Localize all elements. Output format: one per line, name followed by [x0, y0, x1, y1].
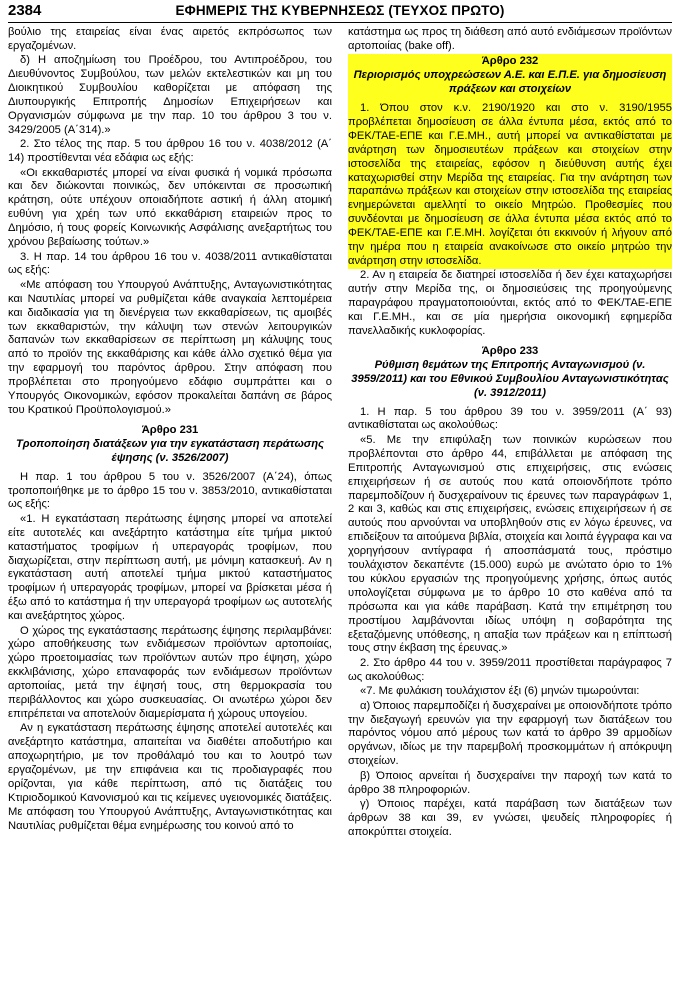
paragraph: «1. Η εγκατάσταση περάτωσης έψησης μπορεί να αποτελεί είτε αυτοτελές και ανεξάρτητο κατάστημα είτε τμήμα μικτού καταστήματος τροφίμων ή υπεραγοράς τροφίμων, που διαχωρίζεται, στην περίπτωση αυτή, με μόνιμη κατασκευή. Αν η εγκατάσταση αυτή αποτελεί τμήμα μικτού καταστήματος τροφίμων ή υπεραγοράς τροφίμων, μπορεί να βρίσκεται μέσα ή έξω από το κατάστημα ή την υπεραγορά τροφίμων ως αυτοτελής και ανεξάρτητος χώρος. — [8, 512, 332, 623]
article-233-subtitle: Ρύθμιση θεμάτων της Επιτροπής Ανταγωνισμού (ν. 3959/2011) και του Εθνικού Συμβουλίου Ανταγωνιστικότητας (ν. 3912/2011) — [351, 358, 669, 399]
paragraph: 1. Όπου στον κ.ν. 2190/1920 και στο ν. 3190/1955 προβλέπεται δημοσίευση σε άλλα έντυπα μέσα, εκτός από το ΦΕΚ/ΤΑΕ-ΕΠΕ και Γ.Ε.ΜΗ., αυτή μπορεί να αντικαθίσταται με ανάρτηση των δημοσιευτέων πράξεων και στοιχείων στην ιστοσελίδα της εταιρείας, εφόσον η διεύθυνση αυτής έχει καταχωρισθεί στην Μερίδα της εταιρείας. Για την ανάρτηση των παραπάνω πράξεων και στοιχείων στην ιστοσελίδα της εταιρείας ενημερώνεται αμελλητί το οικείο Μητρώο. Προθεσμίες που συνδέονται με δημοσίευση σε άλλα έντυπα μέσα εκτός από το ΦΕΚ/ΤΑΕ-ΕΠΕ και Γ.Ε.ΜΗ. λογίζεται ότι εκκινούν ή λήγουν από την ημέρα που η εταιρεία ανακοίνωσε στο οικείο μητρώο την ανάρτηση στην ιστοσελίδα. — [348, 102, 672, 267]
article-231-subtitle: Τροποποίηση διατάξεων για την εγκατάσταση περάτωσης έψησης (ν. 3526/2007) — [15, 437, 325, 464]
article-232-heading: Άρθρο 232 — [481, 55, 539, 68]
paragraph: «Οι εκκαθαριστές μπορεί να είναι φυσικά ή νομικά πρόσωπα και δεν διώκονται ποινικώς, δεν υπόκεινται σε προσωπική κράτηση, ούτε υπέχουν οποιαδήποτε αστική ή άλλη ατομική ευθύνη για χρέη των υπό εκκαθάριση εταιρειών προς το Δημόσιο, ή τους φορείς Κοινωνικής Ασφάλισης ανεξαρτήτως του χρόνου βεβαίωσης τούτων.» — [8, 166, 332, 249]
paragraph: 3. Η παρ. 14 του άρθρου 16 του ν. 4038/2011 αντικαθίσταται ως εξής: — [8, 250, 332, 277]
page-header — [8, 0, 672, 23]
left-column — [8, 26, 332, 986]
page-number: 2384 — [8, 2, 42, 19]
paragraph: β) Όποιος αρνείται ή δυσχεραίνει την παροχή των κατά το άρθρο 38 πληροφοριών. — [348, 769, 672, 796]
paragraph: «5. Με την επιφύλαξη των ποινικών κυρώσεων που προβλέπονται στο άρθρο 44, επιβάλλεται με απόφαση της Επιτροπής Ανταγωνισμού στις επιχειρήσεις, στις ενώσεις επιχειρήσεων ή σε αυτούς που κατά οποιονδήποτε τρόπο παρεμποδίζουν ή δυσχεραίνουν τις έρευνες των παραγράφων 1, 2 και 3, καθώς και στις επιχειρήσεις, ενώσεις επιχειρήσεων ή σε αυτούς που αρνούνται να υποβληθούν στις εν λόγω έρευνες, να επιδείξουν τα αιτούμενα βιβλία, στοιχεία και λοιπά έγγραφα και να χορηγήσουν αντίγραφα ή αποσπάσματά τους, πρόστιμο τουλάχιστον δεκαπέντε (15.000) ευρώ με ανώτατο όριο το 1% του κύκλου εργασιών της προηγούμενης χρήσης, όπως αυτός υπολογίζεται σύμφωνα με το άρθρο 10 στο καθένα από τα πρόσωπα και για κάθε παράβαση. Κατά την επιμέτρηση του προστίμου λαμβάνονται ιδίως υπόψη η σοβαρότητα της εξεταζόμενης υπόθεσης, η απαξία των πράξεων και η επίπτωσή τους στην έκβαση της έρευνας.» — [348, 433, 672, 655]
paragraph: α) Όποιος παρεμποδίζει ή δυσχεραίνει με οποιονδήποτε τρόπο την διεξαγωγή ερευνών για την εφαρμογή των διατάξεων του παρόντος νόμου από μέρους των κατά το άρθρο 39 αρμοδίων οργάνων, ιδίως με την παρεμβολή προσκομμάτων ή απόκρυψη στοιχείων. — [348, 699, 672, 768]
right-column — [348, 26, 672, 986]
paragraph: Ο χώρος της εγκατάστασης περάτωσης έψησης περιλαμβάνει: χώρο αποθήκευσης των ενδιάμεσων προϊόντων αρτοποιίας, χώρο προετοιμασίας των προϊόντων αυτών προ έψηση, χώρο εκκλιβάνισης, χώρο επαναφοράς των ενδιάμεσων προϊόντων αρτοποιίας, μετά την έψησή τους, στη θερμοκρασία του περιβάλλοντος και χώρο συσκευασίας. Οι ανωτέρω χώροι δεν επιτρέπεται να αποτελούν διαμερίσματα ή χώρους υπογείου. — [8, 624, 332, 720]
paragraph: βούλιο της εταιρείας είναι ένας αιρετός εκπρόσωπος των εργαζομένων. — [8, 26, 332, 52]
paragraph: δ) Η αποζημίωση του Προέδρου, του Αντιπροέδρου, του Διευθύνοντος Συμβούλου, των μελών εκτελεστικών και μη του Διοικητικού Συμβουλίου καθορίζεται με απόφαση της Διυπουργικής Επιτροπής Δημοσίων Επιχειρήσεων και Οργανισμών σύμφωνα με την παρ. 10 του άρθρου 3 του ν. 3429/2005 (Α΄314).» — [8, 54, 332, 136]
paragraph: 2. Αν η εταιρεία δε διατηρεί ιστοσελίδα ή δεν έχει καταχωρήσει αυτήν στην Μερίδα της, οι δημοσιεύσεις της προηγούμενης παραγράφου πραγματοποιούνται, εκτός από το ΦΕΚ/ΤΑΕ-ΕΠΕ και Γ.Ε.ΜΗ., και σε μία ημερήσια οικονομική εφημερίδα πανελλαδικής κυκλοφορίας. — [348, 269, 672, 338]
paragraph: γ) Όποιος παρέχει, κατά παράβαση των διατάξεων των άρθρων 38 και 39, εν γνώσει, ψευδείς πληροφορίες ή αποκρύπτει στοιχεία. — [348, 797, 672, 838]
article-231-heading: Άρθρο 231 — [141, 423, 199, 436]
paragraph: Η παρ. 1 του άρθρου 5 του ν. 3526/2007 (Α΄24), όπως τροποποιήθηκε με το άρθρο 15 του ν. 3853/2010, αντικαθίσταται ως εξής: — [8, 470, 332, 511]
paragraph: κατάστημα ως προς τη διάθεση από αυτό ενδιάμεσων προϊόντων αρτοποιίας (bake off). — [348, 26, 672, 52]
article-232-subtitle: Περιορισμός υποχρεώσεων Α.Ε. και Ε.Π.Ε. για δημοσίευση πράξεων και στοιχείων — [353, 69, 667, 96]
paragraph: Αν η εγκατάσταση περάτωσης έψησης αποτελεί αυτοτελές και ανεξάρτητο κατάστημα, απαιτείται να διαθέτει αποδυτήριο και αποχωρητήριο, με τον προθάλαμό του και το λουτρό των εργαζομένων, με την επιφάνεια και τις προδιαγραφές που ορίζονται, για κάθε περίπτωση, από τις διατάξεις του Κτιριοδομικού Κανονισμού και τις κείμενες υγειονομικές διατάξεις. Με απόφαση του Υπουργού Ανάπτυξης, Ανταγωνιστικότητας και Ναυτιλίας ρυθμίζεται θέμα ενημέρωσης του κοινού από το — [8, 722, 332, 832]
paragraph: 2. Στο άρθρο 44 του ν. 3959/2011 προστίθεται παράγραφος 7 ως ακολούθως: — [348, 656, 672, 683]
gazette-title: ΕΦΗΜΕΡΙΣ ΤΗΣ ΚΥΒΕΡΝΗΣΕΩΣ (ΤΕΥΧΟΣ ΠΡΩΤΟ) — [175, 3, 505, 18]
paragraph: 2. Στο τέλος της παρ. 5 του άρθρου 16 του ν. 4038/2012 (Α΄ 14) προστίθενται νέα εδάφια ως εξής: — [8, 138, 332, 165]
paragraph: «Με απόφαση του Υπουργού Ανάπτυξης, Ανταγωνιστικότητας και Ναυτιλίας μπορεί να ρυθμίζεται κάθε αναγκαία λεπτομέρεια και διαδικασία για τη διενέργεια των εκκαθαρίσεων, τις αμοιβές των εκκαθαριστών, την κάλυψη των στενών λειτουργικών δαπανών των εκκαθαρίσεων σε περίπτωση μη κάλυψης τους από το προϊόν της εκκαθάρισης και κάθε άλλο σχετικό θέμα για την εφαρμογή του παρόντος άρθρου. Στην απόφαση που προβλέπεται στο προηγούμενο εδάφιο συμπράττει και ο Υπουργός Οικονομικών, εφόσον προκαλείται δαπάνη σε βάρος του Κρατικού Προϋπολογισμού.» — [8, 278, 332, 416]
paragraph: 1. Η παρ. 5 του άρθρου 39 του ν. 3959/2011 (Α΄ 93) αντικαθίσταται ως ακολούθως: — [348, 405, 672, 432]
article-233-heading: Άρθρο 233 — [481, 344, 539, 357]
paragraph: «7. Με φυλάκιση τουλάχιστον έξι (6) μηνών τιμωρούνται: — [360, 685, 640, 698]
highlighted-article-232 — [348, 54, 672, 269]
